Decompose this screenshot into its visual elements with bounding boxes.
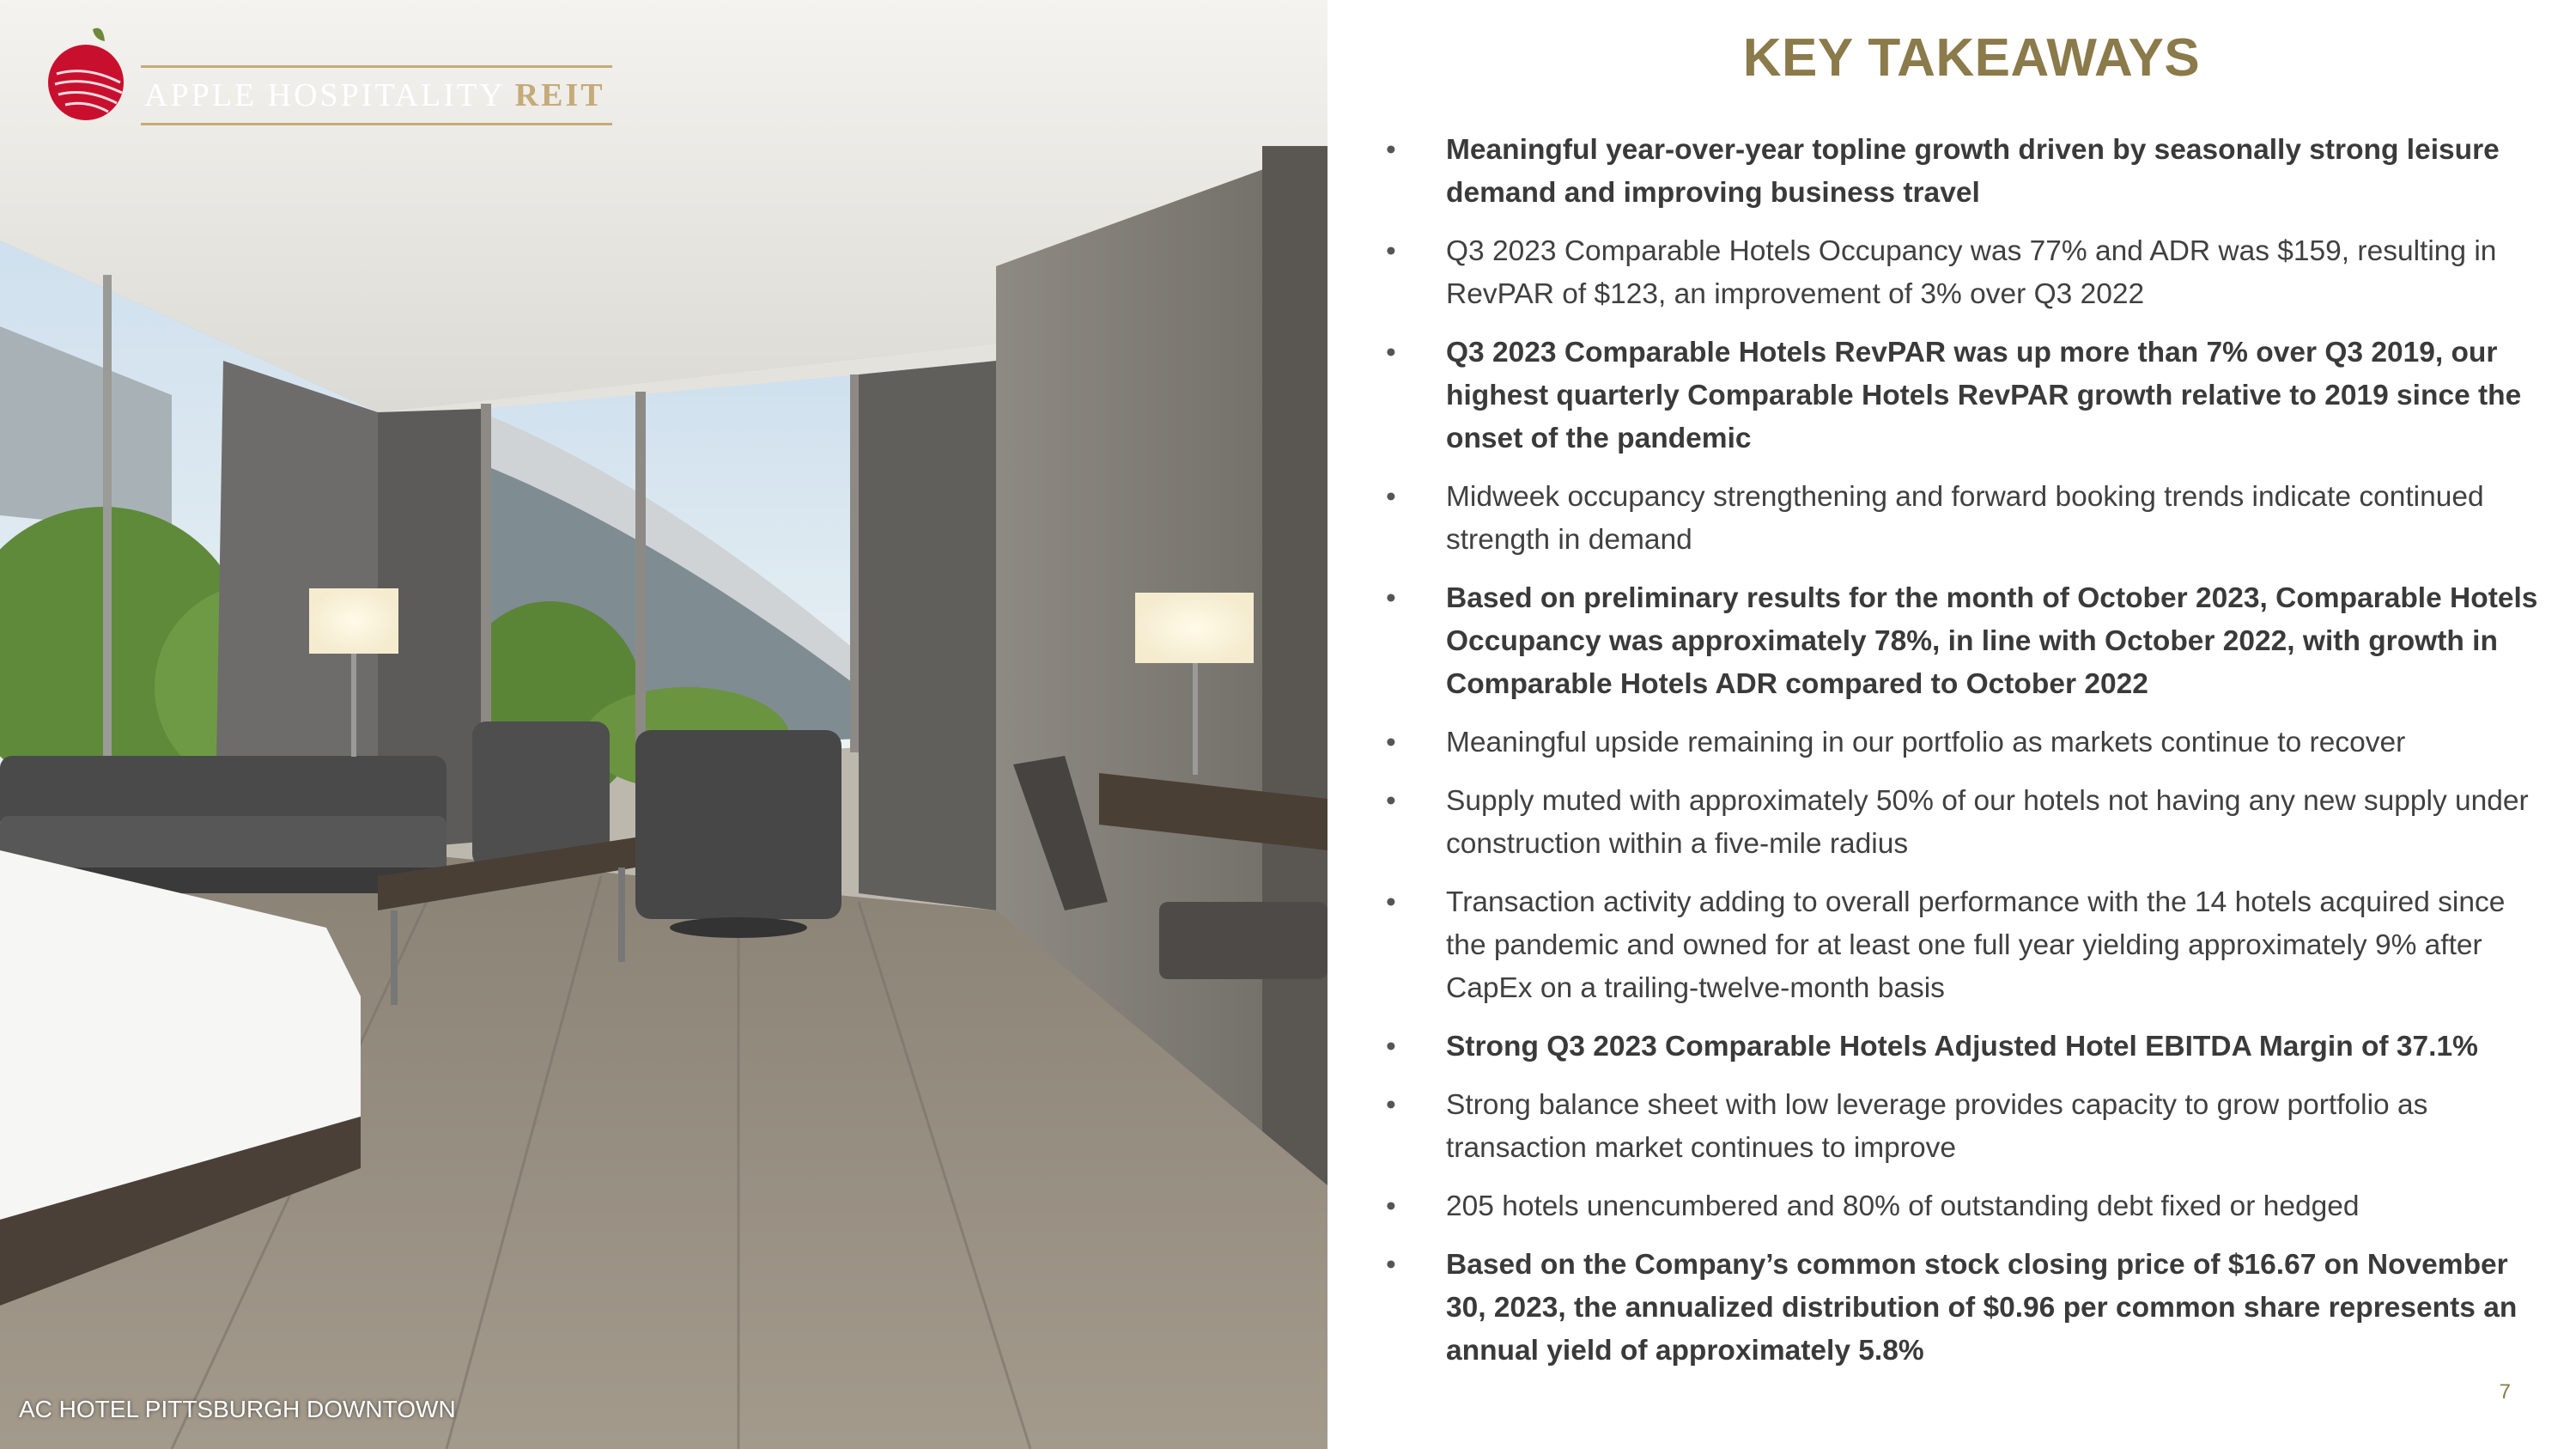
- bullet-text: Based on preliminary results for the month of October 2023, Comparable Hotels Occupancy was approximately 78%, in line with October 2022, with growth in Comparable Hotels ADR compared to October 2022: [1446, 582, 2538, 700]
- list-item: [1374, 577, 2550, 706]
- bullet-dot: •: [1386, 481, 1396, 513]
- bullet-dot: •: [1386, 1190, 1396, 1222]
- logo-name: APPLE HOSPITALITY: [144, 77, 505, 113]
- list-item: [1374, 1084, 2550, 1170]
- bullet-text: 205 hotels unencumbered and 80% of outstanding debt fixed or hedged: [1446, 1190, 2360, 1222]
- takeaways-list: [1374, 129, 2550, 1388]
- bullet-text: Meaningful upside remaining in our portfolio as markets continue to recover: [1446, 727, 2406, 758]
- list-item: [1374, 476, 2550, 562]
- bullet-dot: •: [1386, 1031, 1396, 1062]
- bullet-dot: •: [1386, 582, 1396, 614]
- company-logo: [43, 22, 605, 125]
- list-item: [1374, 780, 2550, 866]
- list-item: [1374, 1185, 2550, 1228]
- list-item: [1374, 721, 2550, 764]
- bullet-dot: •: [1386, 337, 1396, 368]
- logo-suffix: REIT: [514, 77, 605, 113]
- bullet-dot: •: [1386, 785, 1396, 817]
- page-number: 7: [2499, 1380, 2511, 1403]
- logo-wordmark: [141, 65, 612, 125]
- bullet-text: Strong Q3 2023 Comparable Hotels Adjusted Hotel EBITDA Margin of 37.1%: [1446, 1031, 2478, 1062]
- list-item: [1374, 332, 2550, 460]
- page-title: KEY TAKEAWAYS: [1742, 28, 2201, 88]
- bullet-text: Q3 2023 Comparable Hotels Occupancy was 77% and ADR was $159, resulting in RevPAR of $123, an improvement of 3% over Q3 2022: [1446, 235, 2497, 310]
- bullet-dot: •: [1386, 235, 1396, 267]
- bullet-text: Strong balance sheet with low leverage provides capacity to grow portfolio as transaction market continues to improve: [1446, 1089, 2428, 1164]
- bullet-dot: •: [1386, 727, 1396, 758]
- apple-logo-icon: [43, 22, 137, 125]
- list-item: [1374, 230, 2550, 316]
- bullet-text: Based on the Company’s common stock closing price of $16.67 on November 30, 2023, the annualized distribution of $0.96 per common share represents an annual yield of approximately 5.8%: [1446, 1249, 2518, 1367]
- bullet-text: Q3 2023 Comparable Hotels RevPAR was up more than 7% over Q3 2019, our highest quarterly Comparable Hotels RevPAR growth relative to 2019 since the onset of the pandemic: [1446, 337, 2522, 454]
- bullet-text: Transaction activity adding to overall performance with the 14 hotels acquired since the pandemic and owned for at least one full year yielding approximately 9% after CapEx on a trailing-twelve-month basis: [1446, 886, 2506, 1004]
- bullet-text: Supply muted with approximately 50% of our hotels not having any new supply under construction within a five-mile radius: [1446, 785, 2529, 860]
- photo-caption: AC HOTEL PITTSBURGH DOWNTOWN: [19, 1396, 456, 1422]
- bullet-dot: •: [1386, 134, 1396, 166]
- bullet-text: Midweek occupancy strengthening and forward booking trends indicate continued strength in demand: [1446, 481, 2484, 556]
- list-item: [1374, 1244, 2550, 1373]
- list-item: [1374, 1026, 2550, 1068]
- bullet-dot: •: [1386, 886, 1396, 918]
- bullet-dot: •: [1386, 1249, 1396, 1281]
- list-item: [1374, 129, 2550, 215]
- bullet-dot: •: [1386, 1089, 1396, 1121]
- bullet-text: Meaningful year-over-year topline growth driven by seasonally strong leisure demand and improving business travel: [1446, 134, 2500, 209]
- list-item: [1374, 881, 2550, 1010]
